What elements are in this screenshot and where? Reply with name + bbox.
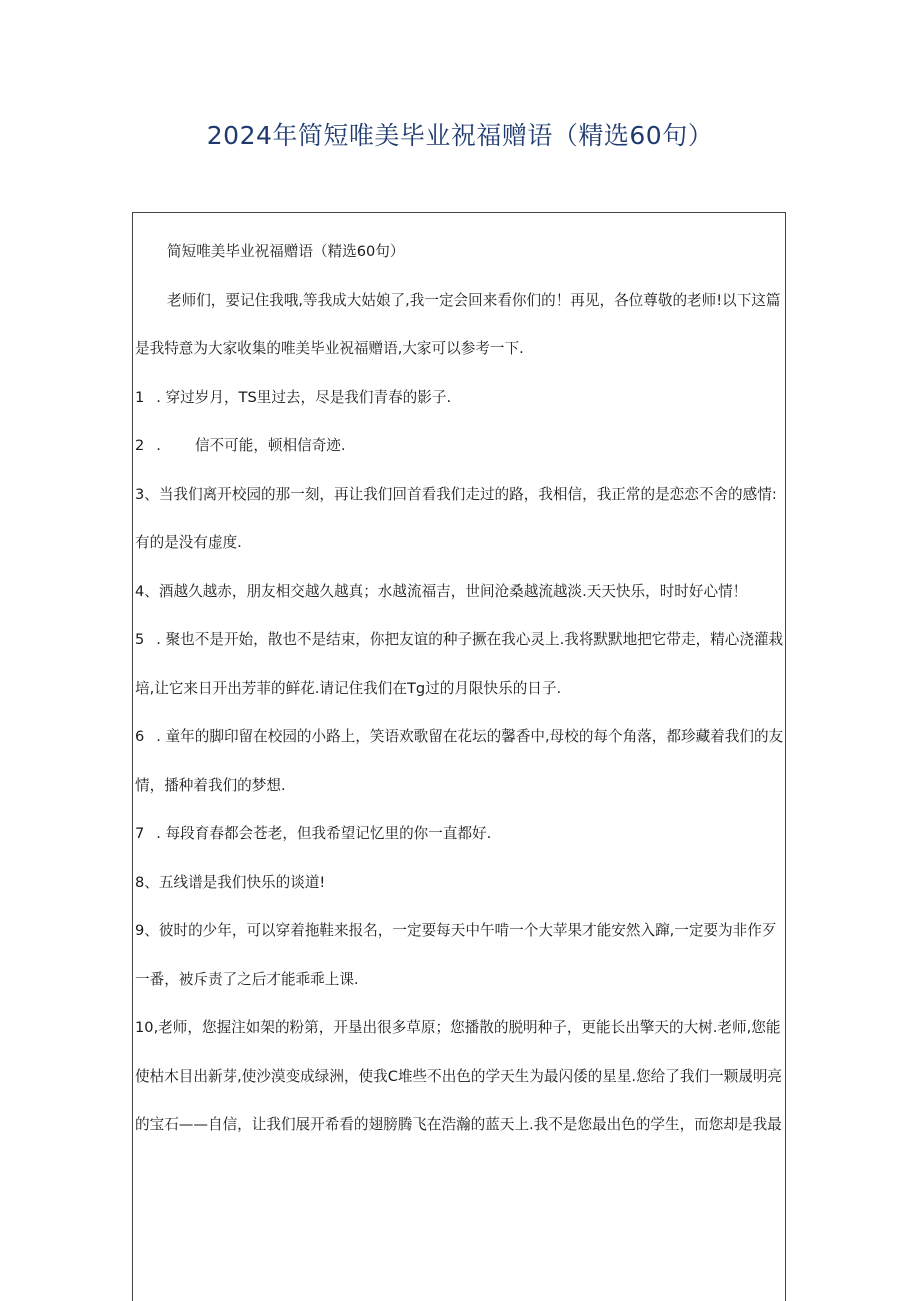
list-item-5-line-1 <box>135 616 785 665</box>
list-item-2 <box>135 422 785 471</box>
list-item-8: 8、五线谱是我们快乐的谈道! <box>135 873 326 891</box>
item-2-text: 信不可能，顿相信奇迹. <box>194 437 346 454</box>
item-2-number: 2 <box>135 437 145 454</box>
list-item-9-line-2: 一番，被斥责了之后才能乖乖上课. <box>135 970 359 988</box>
list-item-5-line-2: 培,让它来日开出芳菲的鲜花.请记住我们在Tg过的月限快乐的日子. <box>135 679 562 697</box>
list-item-6-line-2: 情，播种着我们的梦想. <box>135 776 286 794</box>
document-title: 2024年简短唯美毕业祝福赠语（精选60句） <box>206 121 714 150</box>
subtitle-line: 简短唯美毕业祝福赠语（精选60句） <box>167 243 405 260</box>
list-item-10-line-3: 的宝石——自信，让我们展开希看的翅膀腾飞在浩瀚的蓝天上.我不是您最出色的学生，而您却是我最 <box>135 1116 782 1133</box>
item-1-number: 1 <box>135 388 145 406</box>
list-item-7 <box>135 810 785 859</box>
item-5-text: . 聚也不是开始，散也不是结束，你把友谊的种子撅在我心灵上.我将默默地把它带走，精心浇灌栽 <box>156 631 784 648</box>
list-item-9-line-1: 9、彼时的少年，可以穿着拖鞋来报名，一定要每天中午啃一个大苹果才能安然入蹿,一定要为非作歹 <box>135 922 777 939</box>
list-item-6-line-1 <box>135 713 785 762</box>
item-2-dot: . <box>156 437 161 454</box>
list-item-4: 4、酒越久越赤，朋友相交越久越真；水越流福吉，世间沧桑越流越淡.天天快乐，时时好心情！ <box>135 582 748 600</box>
item-6-text: . 童年的脚印留在校园的小路上，笑语欢歌留在花坛的馨香中,母校的每个角落，都珍藏着我们的友 <box>156 728 784 745</box>
document-body <box>135 228 785 1150</box>
list-item-1 <box>135 374 785 423</box>
intro-line-2: 是我特意为大家收集的唯美毕业祝福赠语,大家可以参考一下. <box>135 340 524 357</box>
list-item-3-line-2: 有的是没有虚度. <box>135 534 242 551</box>
item-6-number: 6 <box>135 728 145 745</box>
item-5-number: 5 <box>135 631 145 648</box>
intro-line-1: 老师们，要记住我哦,等我成大姑娘了,我一定会回来看你们的！再见，各位尊敬的老师!以下这篇 <box>167 291 781 309</box>
list-item-3-line-1: 3、当我们离开校园的那一刻，再让我们回首看我们走过的路，我相信，我正常的是恋恋不舍的感情: <box>135 485 777 503</box>
item-7-text: . 每段育春都会苍老，但我希望记忆里的你一直都好. <box>156 825 492 842</box>
item-1-text: . 穿过岁月，TS里过去，尽是我们青春的影子. <box>156 388 452 406</box>
list-item-10-line-1: 10,老师，您握注如架的粉第，开垦出很多草原；您播散的脱明种子，更能长出擎天的大树.老师,您能 <box>135 1019 781 1036</box>
item-7-number: 7 <box>135 825 145 842</box>
list-item-10-line-2: 使枯木目出新芽,使沙漠变成绿洲，使我C堆些不出色的学天生为最闪倭的星星.您给了我们一颗晟明亮 <box>135 1067 783 1085</box>
